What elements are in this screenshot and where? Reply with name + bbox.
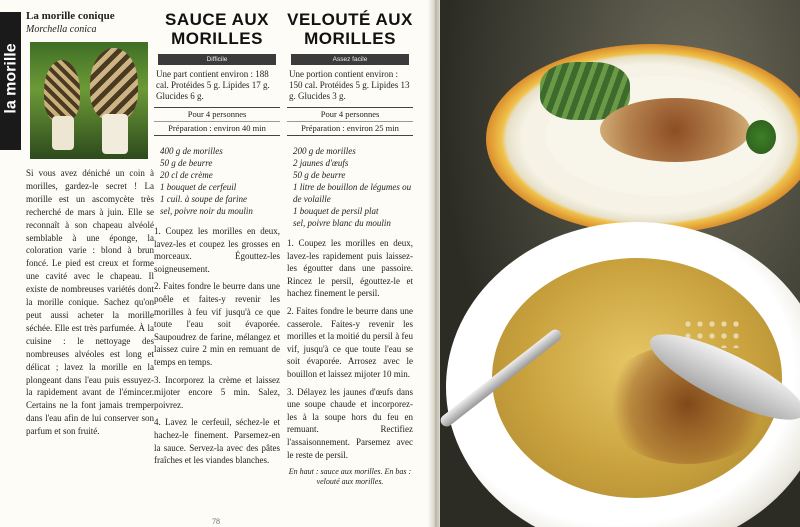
morel-stem-small (52, 116, 74, 150)
mushroom-column (26, 10, 154, 438)
recipe-sauce-servings: Pour 4 personnes (154, 108, 280, 122)
recipe-step: 1. Coupez les morilles en deux, lavez-les et coupez les grosses en morceaux. Égouttez-les soigneusement. (154, 226, 280, 274)
chervil-garnish (746, 120, 776, 154)
ingredient-item: sel, poivre noir du moulin (160, 206, 253, 216)
photo-caption: En haut : sauce aux morilles. En bas : velouté aux morilles. (288, 467, 412, 487)
recipe-step: 2. Faites fondre le beurre dans une poêle et faites-y revenir les morilles à feu vif jusqu'à ce que toute l'eau soit évaporée. Saupoudrez de farine, mélangez et laissez cuire 2 min en remuant de temps en temps. (154, 281, 280, 367)
ingredient-item: 50 g de beurre (293, 170, 346, 180)
recipe-sauce (154, 10, 280, 472)
ingredient-item: 1 bouquet de cerfeuil (160, 182, 237, 192)
recipe-step: 1. Coupez les morilles en deux, lavez-les rapidement puis laissez-les égoutter dans une passoire. Rincez le persil, égouttez-le et hachez finement le persil. (287, 238, 413, 299)
recipe-veloute-ingredients (287, 145, 413, 229)
recipe-sauce-prep-time: Préparation : environ 40 min (168, 123, 266, 133)
recipe-veloute-nutrition: Une portion contient environ : 150 cal. Protéides 5 g. Lipides 13 g. Glucides 3 g. (289, 69, 410, 101)
chapter-tab-label: la morille (2, 43, 20, 114)
morel-photo (30, 42, 148, 159)
morel-stem-large (102, 114, 128, 154)
ingredient-item: 20 cl de crème (160, 170, 213, 180)
page-number: 78 (212, 517, 220, 526)
ingredient-item: 400 g de morilles (160, 146, 223, 156)
recipe-sauce-ingredients (154, 145, 280, 217)
species-latin-name: Morchella conica (26, 24, 97, 35)
veloute-soup (492, 258, 782, 498)
recipe-veloute-prep-time: Préparation : environ 25 min (301, 123, 399, 133)
ingredient-item: 1 litre de bouillon de légumes ou de volaille (293, 182, 412, 204)
recipe-step: 3. Incorporez la crème et laissez mijoter encore 5 min. Salez, poivrez. (154, 374, 280, 410)
morel-description: Si vous avez déniché un coin à morilles, gardez-le secret ! La morille est un ascomycète très recherché de mars à juin. Elle se reconnaît à son chapeau alvéolé semblable à une éponge, la coloration varie : blond à brun foncé. Le pied est creux et forme une cavité avec le chapeau. Il existe de nombreuses variétés dont la morille conique. Sachez qu'on peut aussi acheter la morille séchée. Elle est très parfumée. À la cuisine : le nettoyage des nombreuses alvéoles est long et délicat ; lavez la morille en la plongeant dans l'eau puis essuyez-la rapidement avant de l'émincer. Certains ne la font jamais tremper dans l'eau afin de lui conserver son parfum et son fruité. (26, 168, 154, 437)
recipe-sauce-steps (154, 225, 280, 467)
recipe-sauce-title: SAUCE AUX MORILLES (165, 10, 269, 48)
recipe-sauce-difficulty: Difficile (158, 54, 276, 65)
recipe-veloute-title: VELOUTÉ AUX MORILLES (287, 10, 413, 48)
ingredient-item: 2 jaunes d'œufs (293, 158, 349, 168)
morel-cap-small (44, 60, 80, 122)
ingredient-item: 1 bouquet de persil plat (293, 206, 379, 216)
recipe-veloute-meta (287, 107, 413, 136)
recipe-step: 2. Faites fondre le beurre dans une casserole. Faites-y revenir les morilles et la moitié du persil à feu vif, jusqu'à ce que toute l'eau se soit évaporée. Arrosez avec le bouillon et laissez mijoter 10 min. (287, 305, 413, 379)
recipe-sauce-nutrition: Une part contient environ : 188 cal. Protéides 5 g. Lipides 17 g. Glucides 6 g. (156, 69, 270, 101)
dish-photo (440, 0, 800, 527)
recipe-step: 4. Lavez le cerfeuil, séchez-le et hachez-le finement. Parsemez-en la sauce. Servez-la avec des pâtes fraîches et les viandes blanches. (154, 417, 280, 466)
recipe-veloute-difficulty: Assez facile (291, 54, 409, 65)
ingredient-item: 200 g de morilles (293, 146, 356, 156)
recipe-sauce-meta (154, 107, 280, 136)
ingredient-item: 1 cuil. à soupe de farine (160, 194, 247, 204)
recipe-veloute (287, 10, 413, 487)
recipe-veloute-steps (287, 237, 413, 461)
morel-cap-large (90, 48, 138, 120)
morel-sauce (600, 98, 750, 162)
species-title: La morille conique (26, 10, 115, 22)
recipe-veloute-servings: Pour 4 personnes (287, 108, 413, 122)
chapter-tab (0, 12, 21, 150)
recipe-step: 3. Délayez les jaunes d'œufs dans une soupe chaude et incorporez-les à la soupe hors du feu en remuant. Rectifiez l'assaisonnement. Parsemez avec le reste de persil. (287, 386, 413, 460)
ingredient-item: sel, poivre blanc du moulin (293, 218, 391, 228)
ingredient-item: 50 g de beurre (160, 158, 213, 168)
